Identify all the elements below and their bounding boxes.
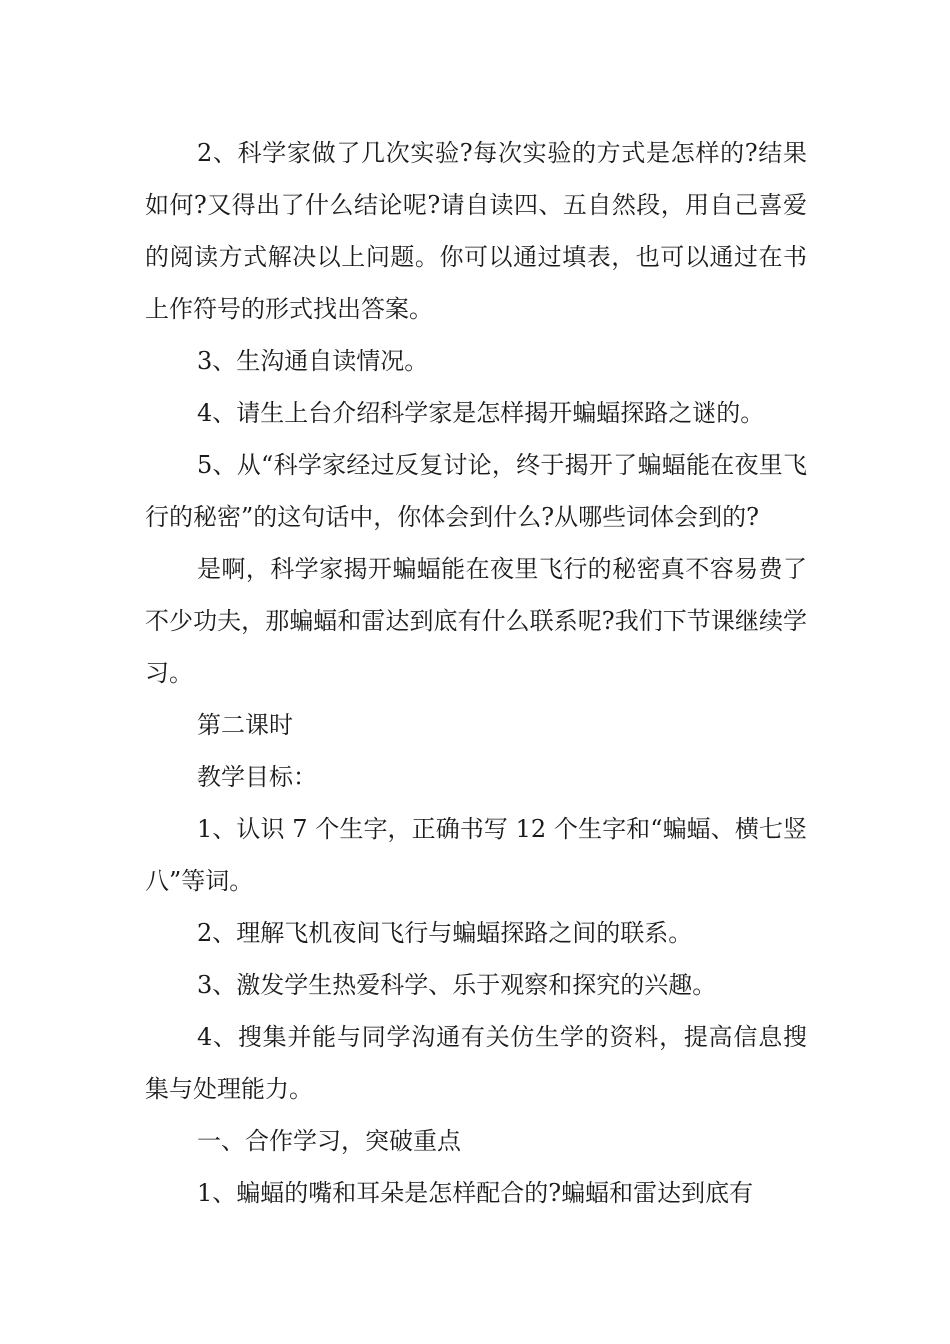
paragraph-key-sentence: 5、从“科学家经过反复讨论，终于揭开了蝙蝠能在夜里飞行的秘密”的这句话中，你体会到什么?从哪些词体会到的? [145,451,807,531]
document-body [145,127,807,1219]
paragraph-experiment-questions: 2、科学家做了几次实验?每次实验的方式是怎样的?结果如何?又得出了什么结论呢?请自读四、五自然段，用自己喜爱的阅读方式解决以上问题。你可以通过填表，也可以通过在书上作符号的形式找出答案。 [145,139,807,323]
goal-item-1: 1、认识 7 个生字，正确书写 12 个生字和“蝙蝠、横七竖八”等词。 [145,815,807,895]
goal-item-4: 4、搜集并能与同学沟通有关仿生学的资料，提高信息搜集与处理能力。 [145,1023,807,1103]
goal-item-3: 3、激发学生热爱科学、乐于观察和探究的兴趣。 [197,971,717,999]
heading-teaching-goals: 教学目标： [197,763,317,791]
section-heading-second-lesson: 第二课时 [197,711,293,739]
paragraph-share-reading: 3、生沟通自读情况。 [197,347,429,375]
paragraph-summary: 是啊，科学家揭开蝙蝠能在夜里飞行的秘密真不容易费了不少功夫，那蝙蝠和雷达到底有什么联系呢?我们下节课继续学习。 [145,555,807,687]
section-heading-cooperative-learning: 一、合作学习，突破重点 [197,1127,461,1155]
paragraph-present-findings: 4、请生上台介绍科学家是怎样揭开蝙蝠探路之谜的。 [197,399,765,427]
goal-item-2: 2、理解飞机夜间飞行与蝙蝠探路之间的联系。 [197,919,693,947]
paragraph-question-1: 1、蝙蝠的嘴和耳朵是怎样配合的?蝙蝠和雷达到底有 [197,1179,754,1207]
